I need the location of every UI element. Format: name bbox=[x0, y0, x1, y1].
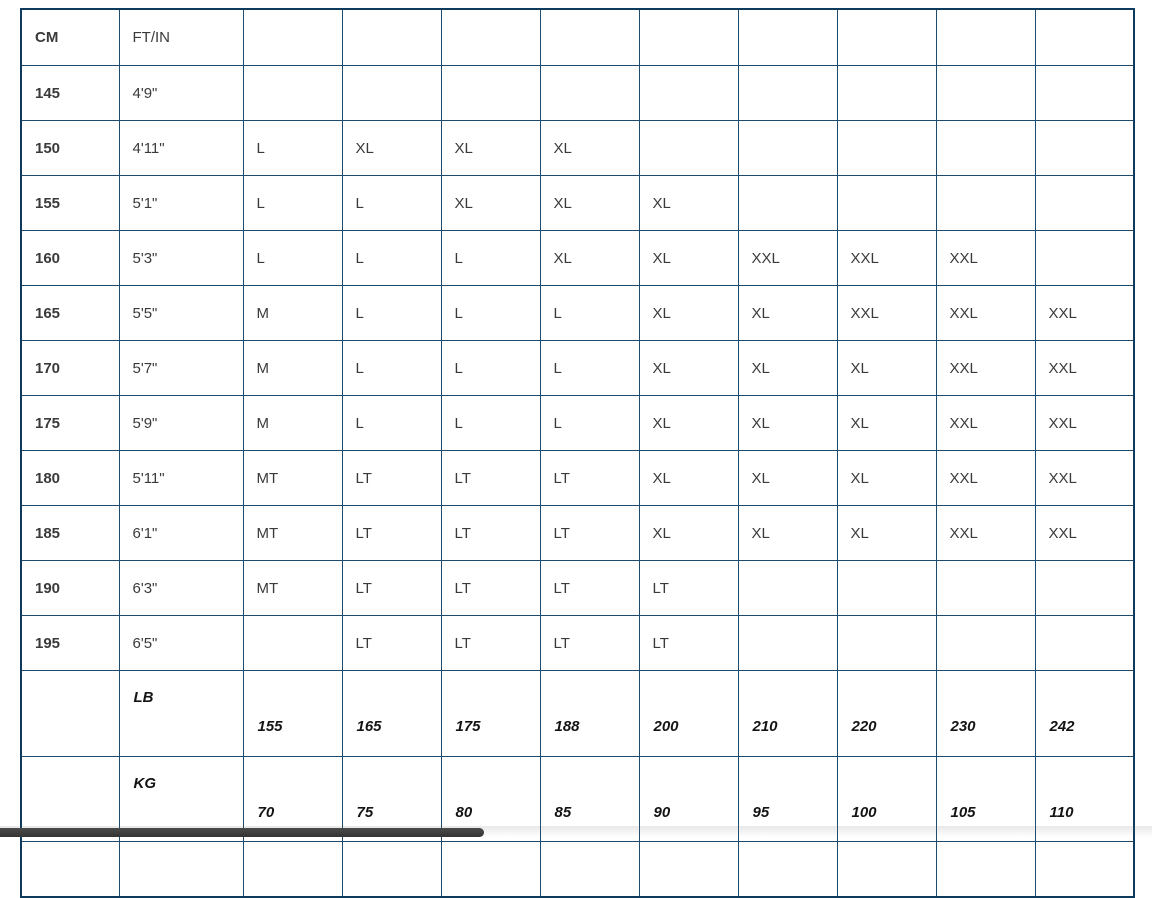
table-row bbox=[21, 561, 1134, 616]
size-cell: L bbox=[540, 396, 639, 451]
size-cell: XXL bbox=[1035, 506, 1134, 561]
height-cm-cell: 175 bbox=[21, 396, 119, 451]
kg-value: 105 bbox=[950, 804, 976, 821]
lb-value-cell bbox=[1035, 671, 1134, 757]
size-cell: M bbox=[243, 341, 342, 396]
lb-value: 220 bbox=[851, 718, 877, 735]
size-cell: M bbox=[243, 396, 342, 451]
size-cell bbox=[936, 616, 1035, 671]
empty-cell bbox=[837, 842, 936, 898]
size-cell: XXL bbox=[936, 231, 1035, 286]
size-cell: L bbox=[342, 231, 441, 286]
size-cell bbox=[243, 616, 342, 671]
size-cell: XL bbox=[837, 506, 936, 561]
size-cell bbox=[1035, 616, 1134, 671]
size-cell: XL bbox=[441, 176, 540, 231]
empty-cell bbox=[639, 842, 738, 898]
size-cell bbox=[936, 176, 1035, 231]
size-cell: LT bbox=[342, 561, 441, 616]
size-cell bbox=[837, 616, 936, 671]
size-cell: XL bbox=[639, 231, 738, 286]
size-cell: XL bbox=[639, 176, 738, 231]
size-cell: MT bbox=[243, 506, 342, 561]
size-cell: LT bbox=[540, 561, 639, 616]
table-row bbox=[21, 451, 1134, 506]
lb-value-cell bbox=[342, 671, 441, 757]
size-cell: XL bbox=[738, 286, 837, 341]
size-cell: LT bbox=[540, 616, 639, 671]
empty-header-cell bbox=[1035, 9, 1134, 66]
size-cell: LT bbox=[540, 451, 639, 506]
kg-value: 75 bbox=[356, 804, 374, 821]
size-cell: L bbox=[243, 231, 342, 286]
size-cell bbox=[342, 66, 441, 121]
table-row bbox=[21, 231, 1134, 286]
size-cell: XL bbox=[639, 341, 738, 396]
height-ftin-cell: 5'3" bbox=[119, 231, 243, 286]
size-cell bbox=[837, 176, 936, 231]
ftin-header: FT/IN bbox=[119, 9, 243, 66]
kg-value: 95 bbox=[752, 804, 770, 821]
size-cell: XL bbox=[639, 451, 738, 506]
height-ftin-cell: 5'9" bbox=[119, 396, 243, 451]
empty-cell bbox=[119, 842, 243, 898]
size-cell: XL bbox=[639, 506, 738, 561]
kg-value: 80 bbox=[455, 804, 473, 821]
empty-header-cell bbox=[837, 9, 936, 66]
table-row bbox=[21, 286, 1134, 341]
size-cell: XXL bbox=[738, 231, 837, 286]
size-cell: L bbox=[441, 286, 540, 341]
size-cell: LT bbox=[639, 561, 738, 616]
lb-value: 242 bbox=[1049, 718, 1075, 735]
empty-cell bbox=[342, 842, 441, 898]
height-cm-cell: 170 bbox=[21, 341, 119, 396]
height-ftin-cell: 4'11" bbox=[119, 121, 243, 176]
empty-header-cell bbox=[540, 9, 639, 66]
size-cell: XL bbox=[837, 341, 936, 396]
lb-value-cell bbox=[243, 671, 342, 757]
height-ftin-cell: 5'11" bbox=[119, 451, 243, 506]
size-cell: XXL bbox=[1035, 341, 1134, 396]
kg-value: 85 bbox=[554, 804, 572, 821]
size-cell bbox=[243, 66, 342, 121]
kg-value: 100 bbox=[851, 804, 877, 821]
size-cell: L bbox=[342, 286, 441, 341]
empty-header-cell bbox=[936, 9, 1035, 66]
lb-value: 200 bbox=[653, 718, 679, 735]
size-cell bbox=[441, 66, 540, 121]
table-row bbox=[21, 66, 1134, 121]
kg-unit-label: KG bbox=[133, 775, 156, 792]
height-cm-cell: 195 bbox=[21, 616, 119, 671]
size-cell bbox=[936, 561, 1035, 616]
size-cell: L bbox=[243, 121, 342, 176]
cm-header: CM bbox=[21, 9, 119, 66]
size-cell: XXL bbox=[837, 286, 936, 341]
size-cell bbox=[738, 561, 837, 616]
size-cell bbox=[540, 66, 639, 121]
size-cell: L bbox=[441, 231, 540, 286]
size-cell: XXL bbox=[936, 451, 1035, 506]
size-cell bbox=[1035, 176, 1134, 231]
size-cell bbox=[1035, 121, 1134, 176]
empty-header-cell bbox=[738, 9, 837, 66]
lb-value: 155 bbox=[257, 718, 283, 735]
height-cm-cell: 145 bbox=[21, 66, 119, 121]
height-ftin-cell: 6'5" bbox=[119, 616, 243, 671]
size-cell: L bbox=[441, 341, 540, 396]
size-cell: MT bbox=[243, 451, 342, 506]
height-cm-cell: 180 bbox=[21, 451, 119, 506]
table-row bbox=[21, 341, 1134, 396]
size-cell: LT bbox=[342, 451, 441, 506]
size-cell: XL bbox=[738, 451, 837, 506]
size-cell: XXL bbox=[936, 286, 1035, 341]
lb-value: 188 bbox=[554, 718, 580, 735]
header-row bbox=[21, 9, 1134, 66]
size-cell: XXL bbox=[1035, 396, 1134, 451]
size-cell: XL bbox=[738, 341, 837, 396]
lb-label-cell bbox=[119, 671, 243, 757]
empty-header-cell bbox=[441, 9, 540, 66]
table-row bbox=[21, 176, 1134, 231]
empty-header-cell bbox=[639, 9, 738, 66]
size-cell: XL bbox=[738, 506, 837, 561]
height-cm-cell: 160 bbox=[21, 231, 119, 286]
size-cell bbox=[738, 176, 837, 231]
size-cell: XL bbox=[837, 451, 936, 506]
table-row bbox=[21, 616, 1134, 671]
lb-value-cell bbox=[936, 671, 1035, 757]
size-cell: L bbox=[540, 341, 639, 396]
lb-value-cell bbox=[639, 671, 738, 757]
height-cm-cell: 185 bbox=[21, 506, 119, 561]
size-cell: LT bbox=[441, 506, 540, 561]
size-cell: XL bbox=[540, 121, 639, 176]
size-cell: XXL bbox=[936, 341, 1035, 396]
size-cell: XL bbox=[342, 121, 441, 176]
table-row bbox=[21, 121, 1134, 176]
size-cell: LT bbox=[342, 506, 441, 561]
height-ftin-cell: 4'9" bbox=[119, 66, 243, 121]
size-cell: LT bbox=[441, 451, 540, 506]
height-cm-cell: 165 bbox=[21, 286, 119, 341]
empty-cell bbox=[441, 842, 540, 898]
empty-header-cell bbox=[342, 9, 441, 66]
size-cell: XXL bbox=[1035, 286, 1134, 341]
size-cell bbox=[639, 66, 738, 121]
size-cell bbox=[837, 121, 936, 176]
lb-value-cell bbox=[441, 671, 540, 757]
empty-cell bbox=[21, 842, 119, 898]
size-cell: L bbox=[540, 286, 639, 341]
size-cell bbox=[1035, 66, 1134, 121]
lb-value: 175 bbox=[455, 718, 481, 735]
height-ftin-cell: 5'7" bbox=[119, 341, 243, 396]
empty-cell bbox=[540, 842, 639, 898]
size-cell: XXL bbox=[837, 231, 936, 286]
height-ftin-cell: 6'3" bbox=[119, 561, 243, 616]
kg-value: 110 bbox=[1049, 804, 1074, 821]
size-cell bbox=[738, 616, 837, 671]
size-cell: XL bbox=[639, 396, 738, 451]
size-cell: MT bbox=[243, 561, 342, 616]
size-cell bbox=[1035, 561, 1134, 616]
horizontal-scrollbar-thumb[interactable] bbox=[0, 828, 484, 837]
height-cm-cell: 155 bbox=[21, 176, 119, 231]
size-cell: XXL bbox=[936, 396, 1035, 451]
empty-cell bbox=[1035, 842, 1134, 898]
size-cell: LT bbox=[342, 616, 441, 671]
empty-cell bbox=[936, 842, 1035, 898]
lb-unit-label: LB bbox=[133, 689, 154, 706]
lb-value: 230 bbox=[950, 718, 976, 735]
size-cell bbox=[738, 121, 837, 176]
size-cell: XL bbox=[738, 396, 837, 451]
lb-value-cell bbox=[738, 671, 837, 757]
height-ftin-cell: 5'1" bbox=[119, 176, 243, 231]
height-ftin-cell: 5'5" bbox=[119, 286, 243, 341]
empty-header-cell bbox=[243, 9, 342, 66]
size-cell: M bbox=[243, 286, 342, 341]
size-cell: L bbox=[441, 396, 540, 451]
size-cell: L bbox=[342, 396, 441, 451]
size-cell: L bbox=[342, 176, 441, 231]
table-row bbox=[21, 506, 1134, 561]
size-cell: XXL bbox=[936, 506, 1035, 561]
empty-cell bbox=[243, 842, 342, 898]
kg-value: 70 bbox=[257, 804, 275, 821]
size-cell bbox=[639, 121, 738, 176]
size-cell: LT bbox=[639, 616, 738, 671]
size-cell: L bbox=[342, 341, 441, 396]
size-cell bbox=[837, 561, 936, 616]
empty-cell bbox=[21, 671, 119, 757]
lb-row bbox=[21, 671, 1134, 757]
size-cell: XXL bbox=[1035, 451, 1134, 506]
lb-value-cell bbox=[540, 671, 639, 757]
size-cell: XL bbox=[639, 286, 738, 341]
lb-value: 210 bbox=[752, 718, 778, 735]
empty-cell bbox=[738, 842, 837, 898]
size-cell: XL bbox=[540, 176, 639, 231]
size-cell bbox=[738, 66, 837, 121]
clipped-row bbox=[21, 842, 1134, 898]
size-cell bbox=[837, 66, 936, 121]
size-cell: XL bbox=[441, 121, 540, 176]
size-cell bbox=[936, 121, 1035, 176]
table-row bbox=[21, 396, 1134, 451]
height-cm-cell: 150 bbox=[21, 121, 119, 176]
size-chart-table bbox=[20, 8, 1135, 898]
size-cell: XL bbox=[540, 231, 639, 286]
size-cell: LT bbox=[441, 561, 540, 616]
kg-value: 90 bbox=[653, 804, 671, 821]
lb-value-cell bbox=[837, 671, 936, 757]
lb-value: 165 bbox=[356, 718, 382, 735]
height-ftin-cell: 6'1" bbox=[119, 506, 243, 561]
size-cell: LT bbox=[441, 616, 540, 671]
size-cell: XL bbox=[837, 396, 936, 451]
size-cell bbox=[936, 66, 1035, 121]
size-cell bbox=[1035, 231, 1134, 286]
size-cell: LT bbox=[540, 506, 639, 561]
size-cell: L bbox=[243, 176, 342, 231]
height-cm-cell: 190 bbox=[21, 561, 119, 616]
